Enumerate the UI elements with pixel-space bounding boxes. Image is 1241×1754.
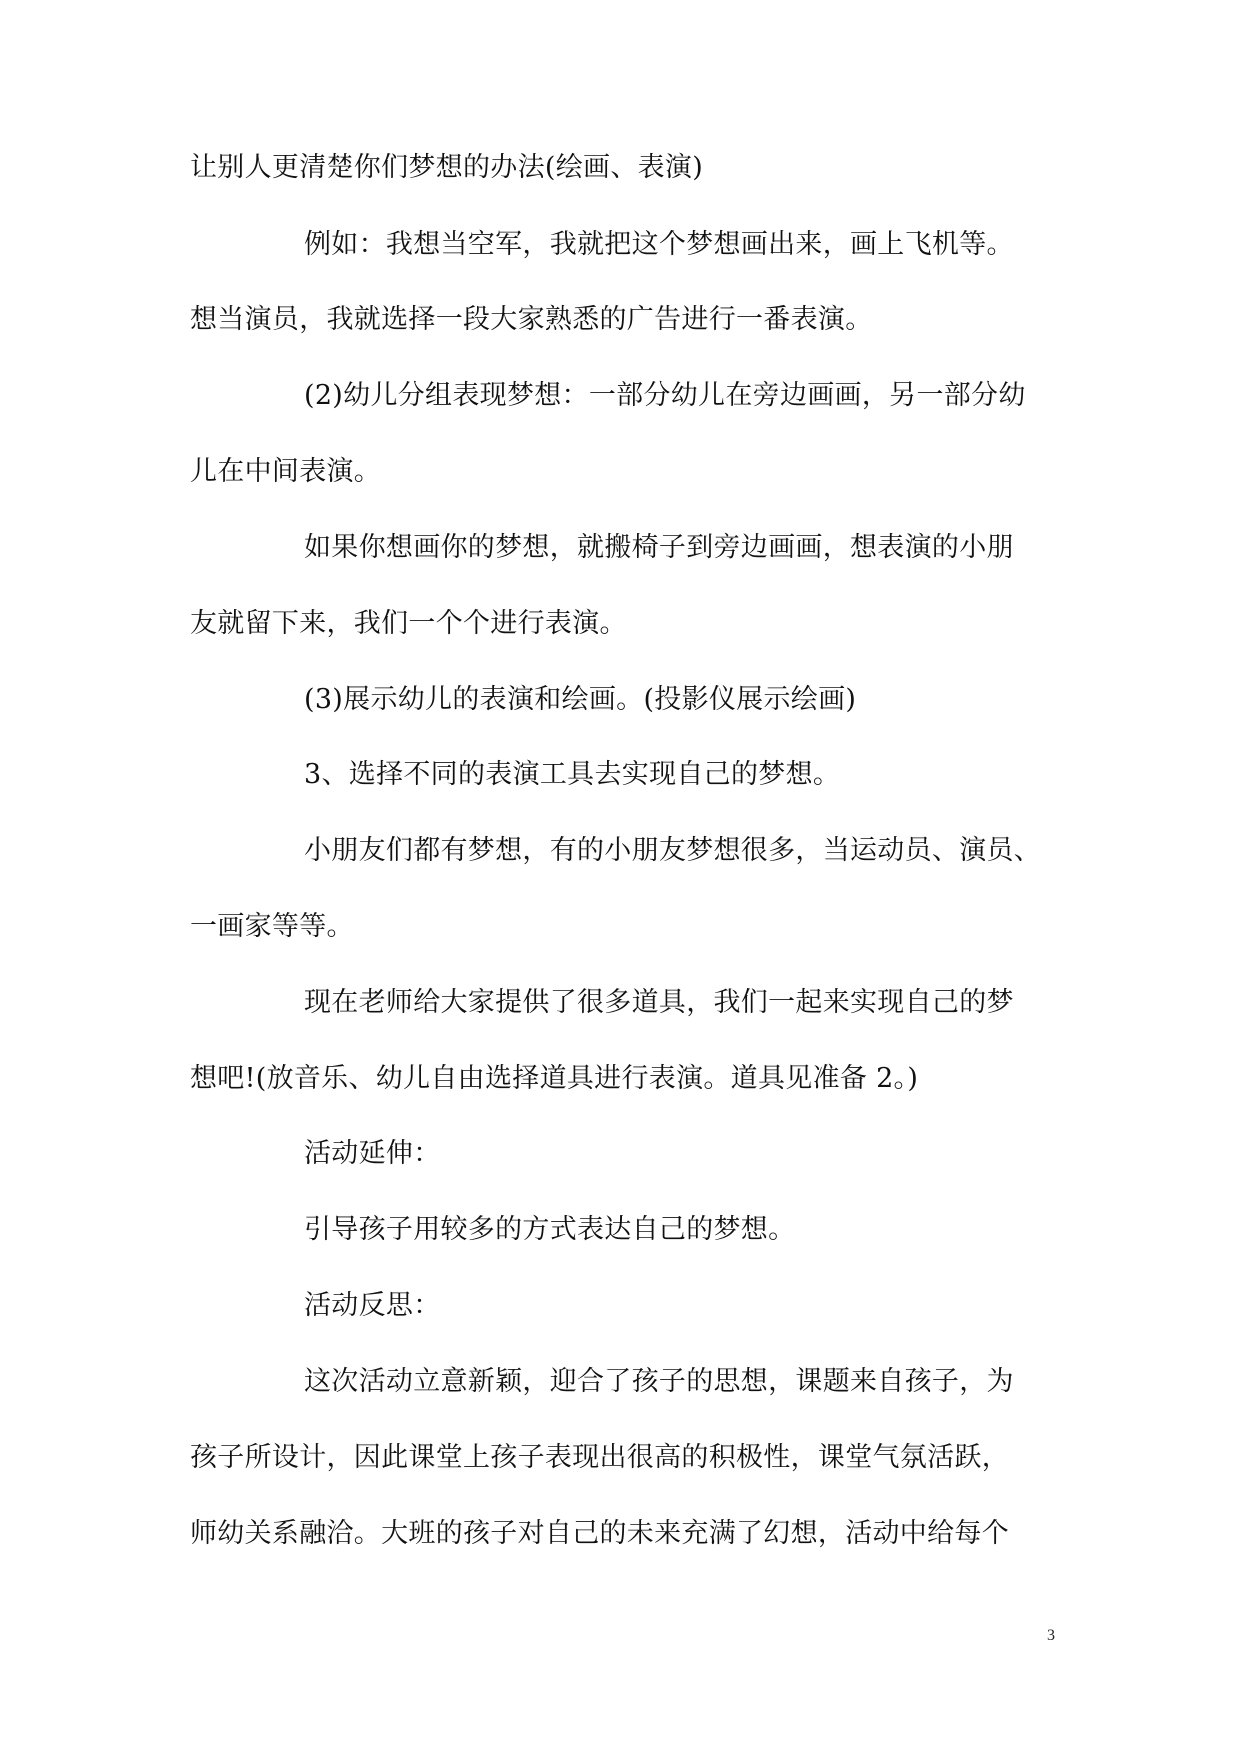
text-line-14: 活动延伸： — [304, 1138, 441, 1169]
text-line-13: 想吧!(放音乐、幼儿自由选择道具进行表演。道具见准备 2。) — [190, 1063, 919, 1094]
text-line-9: 3、选择不同的表演工具去实现自己的梦想。 — [304, 759, 841, 790]
text-line-7: 友就留下来，我们一个个进行表演。 — [190, 608, 627, 639]
text-line-12: 现在老师给大家提供了很多道具，我们一起来实现自己的梦 — [304, 987, 1014, 1018]
text-line-11: 一画家等等。 — [190, 911, 354, 942]
text-line-8: (3)展示幼儿的表演和绘画。(投影仪展示绘画) — [304, 684, 857, 715]
text-line-19: 师幼关系融洽。大班的孩子对自己的未来充满了幻想，活动中给每个 — [190, 1518, 1009, 1549]
text-line-1: 让别人更清楚你们梦想的办法(绘画、表演) — [190, 152, 704, 183]
text-line-10: 小朋友们都有梦想，有的小朋友梦想很多，当运动员、演员、 — [304, 835, 1042, 866]
text-line-3: 想当演员，我就选择一段大家熟悉的广告进行一番表演。 — [190, 304, 873, 335]
text-line-15: 引导孩子用较多的方式表达自己的梦想。 — [304, 1214, 796, 1245]
text-line-2: 例如：我想当空军，我就把这个梦想画出来，画上飞机等。 — [304, 229, 1014, 260]
text-line-18: 孩子所设计，因此课堂上孩子表现出很高的积极性，课堂气氛活跃， — [190, 1442, 1009, 1473]
text-line-16: 活动反思： — [304, 1290, 441, 1321]
text-line-17: 这次活动立意新颖，迎合了孩子的思想，课题来自孩子，为 — [304, 1366, 1014, 1397]
text-line-6: 如果你想画你的梦想，就搬椅子到旁边画画，想表演的小朋 — [304, 532, 1014, 563]
text-line-4: (2)幼儿分组表现梦想：一部分幼儿在旁边画画，另一部分幼 — [304, 380, 1026, 411]
text-line-5: 儿在中间表演。 — [190, 456, 382, 487]
page-number: 3 — [1047, 1627, 1055, 1644]
